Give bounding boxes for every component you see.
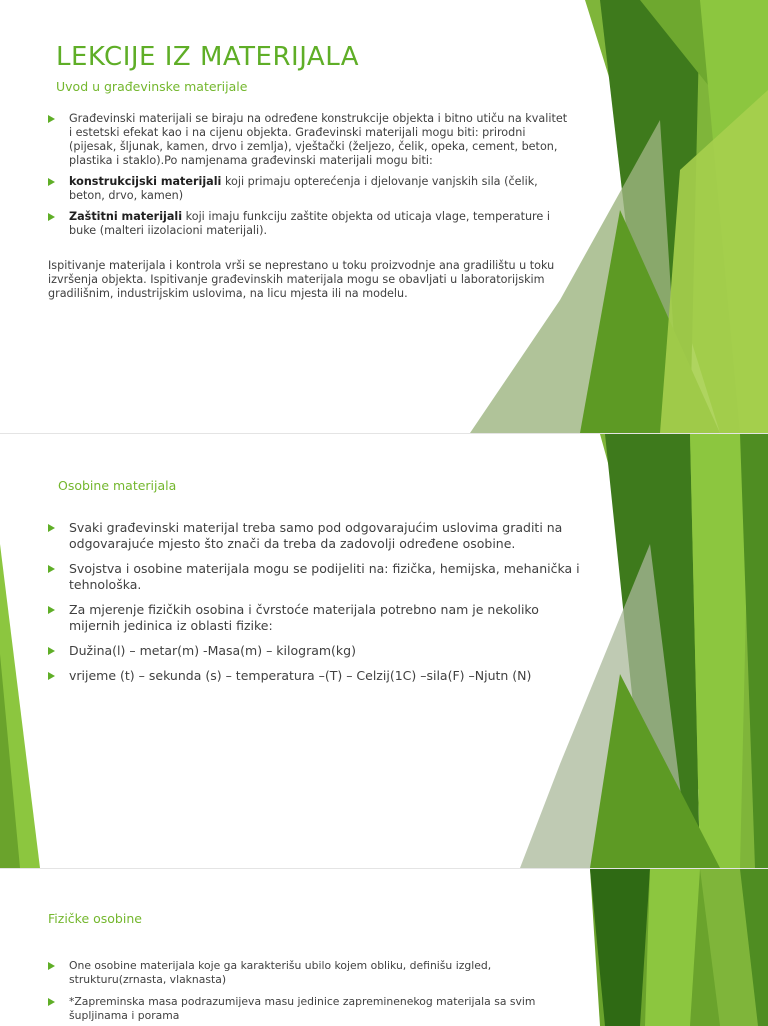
triangle-right-icon [48, 115, 55, 123]
list-item [48, 995, 568, 1023]
slide-title: LEKCIJE IZ MATERIJALA [56, 42, 360, 72]
list-item [48, 520, 588, 552]
bullet-text: Svojstva i osobine materijala mogu se podijeliti na: fizička, hemijska, mehanička i tehnološka. [69, 561, 580, 592]
bullet-text: One osobine materijala koje ga karakterišu ubilo kojem obliku, definišu izgled, strukturu(zrnasta, vlaknasta) [69, 959, 492, 986]
list-item [48, 959, 568, 987]
bullet-bold-term: Zaštitni materijali [69, 210, 183, 223]
list-item [48, 602, 588, 634]
triangle-right-icon [48, 962, 55, 970]
bullet-text: *Zapreminska masa podrazumijeva masu jedinice zapreminenekog materijala sa svim šupljinama i porama [69, 995, 536, 1022]
list-item [48, 561, 588, 593]
bullet-list [48, 112, 568, 245]
body-paragraph: Ispitivanje materijala i kontrola vrši se neprestano u toku proizvodnje ana gradilištu u toku izvršenja objekta. Ispitivanje građevinskih materijala mogu se obavljati u laboratorijskim gradilišnim, industrijskim uslovima, na licu mjesta ili na modelu. [48, 259, 555, 300]
triangle-right-icon [48, 998, 55, 1006]
bullet-list [48, 520, 588, 693]
bullet-text: Svaki građevinski materijal treba samo pod odgovarajućim uslovima graditi na odgovarajuće mjesto što znači da treba da zadovolji određene osobine. [69, 520, 563, 551]
bullet-text: Dužina(l) – metar(m) -Masa(m) – kilogram(kg) [69, 643, 356, 658]
bullet-text: Za mjerenje fizičkih osobina i čvrstoće materijala potrebno nam je nekoliko mijernih jedinica iz oblasti fizike: [69, 602, 539, 633]
bullet-text: koji primaju opterećenja i djelovanje vanjskih sila (čelik, beton, drvo, kamen) [69, 175, 538, 202]
bullet-text: Građevinski materijali se biraju na određene konstrukcije objekta i bitno utiču na kvalitet i estetski efekat kao i na cijenu objekta. Građevinski materijali mogu biti: prirodni (pijesak, šljunak, kamen, drvo i zemlja), vještački (željezo, čelik, opeka, cement, beton, plastika i staklo).Po namjenama građevinski materijali mogu biti: [69, 112, 568, 167]
bullet-bold-term: konstrukcijski materijali [69, 175, 222, 188]
slide-2 [0, 434, 768, 868]
triangle-right-icon [48, 672, 55, 680]
list-item [48, 112, 568, 168]
triangle-right-icon [48, 606, 55, 614]
slide-subtitle: Uvod u građevinske materijale [56, 79, 248, 94]
bullet-list [48, 959, 568, 1026]
triangle-right-icon [48, 524, 55, 532]
slide-3 [0, 869, 768, 1026]
list-item [48, 175, 568, 203]
list-item [48, 668, 588, 684]
list-item [48, 210, 568, 238]
bullet-text: vrijeme (t) – sekunda (s) – temperatura –(T) – Celzij(1C) –sila(F) –Njutn (N) [69, 668, 532, 683]
slide-1 [0, 0, 768, 433]
bullet-text: koji imaju funkciju zaštite objekta od uticaja vlage, temperature i buke (malteri iizolacioni materijali). [69, 210, 550, 237]
triangle-right-icon [48, 178, 55, 186]
slide-subtitle: Fizičke osobine [48, 911, 142, 926]
list-item [48, 643, 588, 659]
slide-subtitle: Osobine materijala [58, 478, 177, 493]
triangle-right-icon [48, 647, 55, 655]
triangle-right-icon [48, 565, 55, 573]
triangle-right-icon [48, 213, 55, 221]
